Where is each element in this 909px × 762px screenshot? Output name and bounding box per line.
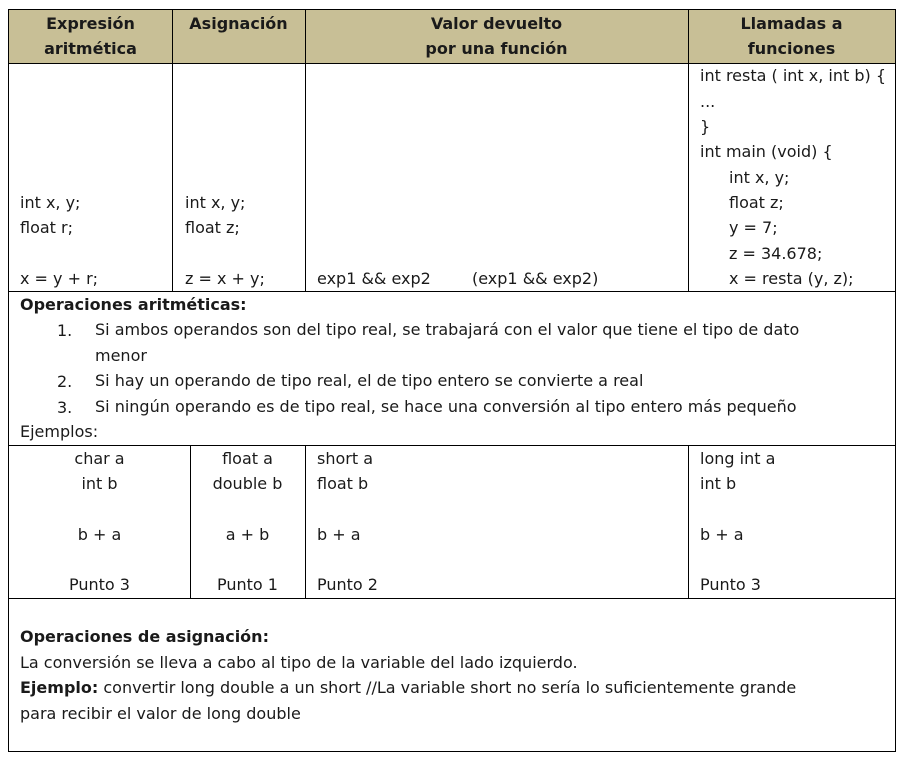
code-line: exp1 && exp2 bbox=[317, 269, 431, 288]
header-col3-line1: Valor devuelto bbox=[430, 14, 563, 33]
example-2-line3: a + b bbox=[225, 525, 270, 544]
vrule-ex-b bbox=[305, 445, 306, 598]
example-3-line2: float b bbox=[317, 474, 369, 493]
header-col2-line1: Asignación bbox=[189, 14, 288, 33]
code-line: z = x + y; bbox=[185, 269, 265, 288]
assign-line1: La conversión se lleva a cabo al tipo de la variable del lado izquierdo. bbox=[20, 653, 578, 672]
example-1-line2: int b bbox=[81, 474, 118, 493]
example-1-line3: b + a bbox=[77, 525, 122, 544]
assign-example-label: Ejemplo: bbox=[20, 678, 99, 697]
code-line: int x, y; bbox=[729, 168, 790, 187]
rule-below-row1 bbox=[9, 291, 895, 292]
header-asignacion bbox=[172, 10, 305, 63]
header-col1-line2: aritmética bbox=[44, 39, 137, 58]
code-line: int main (void) { bbox=[700, 142, 833, 161]
example-4-line1: long int a bbox=[700, 449, 776, 468]
header-col4-line2: funciones bbox=[747, 39, 836, 58]
example-2-line4: Punto 1 bbox=[217, 575, 278, 594]
code-line: x = y + r; bbox=[20, 269, 99, 288]
vrule-row1-c bbox=[688, 10, 689, 291]
example-4-line2: int b bbox=[700, 474, 737, 493]
arith-item-2-num: 2. bbox=[57, 372, 73, 391]
example-1-line4: Punto 3 bbox=[69, 575, 130, 594]
header-col1-line1: Expresión bbox=[46, 14, 135, 33]
code-line: ... bbox=[700, 92, 716, 111]
assign-example-line bbox=[20, 678, 796, 698]
example-4-line3: b + a bbox=[700, 525, 744, 544]
code-line: float z; bbox=[185, 218, 240, 237]
header-expresion-aritmetica bbox=[9, 10, 172, 63]
arith-item-3-line1: Si ningún operando es de tipo real, se hace una conversión al tipo entero más pequeño bbox=[95, 397, 797, 416]
header-col4-line1: Llamadas a bbox=[740, 14, 843, 33]
vrule-row1-b bbox=[305, 10, 306, 291]
assign-example-line2: para recibir el valor de long double bbox=[20, 704, 301, 723]
example-3-line1: short a bbox=[317, 449, 374, 468]
vrule-ex-c bbox=[688, 445, 689, 598]
arith-item-3-num: 3. bbox=[57, 398, 73, 417]
example-2-line1: float a bbox=[222, 449, 273, 468]
header-llamadas-funciones bbox=[688, 10, 895, 63]
code-line: y = 7; bbox=[729, 218, 778, 237]
example-2-line2: double b bbox=[212, 474, 283, 493]
code-line: } bbox=[700, 117, 711, 136]
arith-title: Operaciones aritméticas: bbox=[20, 295, 247, 314]
code-line: int resta ( int x, int b) { bbox=[700, 66, 887, 85]
code-line: x = resta (y, z); bbox=[729, 269, 854, 288]
arith-item-1-num: 1. bbox=[57, 321, 73, 340]
code-line: float z; bbox=[729, 193, 784, 212]
code-line: float r; bbox=[20, 218, 73, 237]
assign-title: Operaciones de asignación: bbox=[20, 627, 269, 646]
example-3-line4: Punto 2 bbox=[317, 575, 378, 594]
rule-below-header bbox=[9, 63, 895, 64]
arith-item-1-line1: Si ambos operandos son del tipo real, se trabajará con el valor que tiene el tipo de dato bbox=[95, 320, 800, 339]
code-line: (exp1 && exp2) bbox=[472, 269, 599, 288]
document-table bbox=[8, 9, 896, 752]
arith-item-2-line1: Si hay un operando de tipo real, el de tipo entero se convierte a real bbox=[95, 371, 644, 390]
vrule-row1-a bbox=[172, 10, 173, 291]
code-line: int x, y; bbox=[185, 193, 246, 212]
example-1-line1: char a bbox=[74, 449, 125, 468]
examples-label: Ejemplos: bbox=[20, 422, 99, 441]
arith-item-1-line2: menor bbox=[95, 346, 147, 365]
header-valor-devuelto bbox=[305, 10, 688, 63]
rule-below-examples bbox=[9, 598, 895, 599]
rule-above-examples bbox=[9, 445, 895, 446]
code-line: z = 34.678; bbox=[729, 244, 823, 263]
example-3-line3: b + a bbox=[317, 525, 361, 544]
example-4-line4: Punto 3 bbox=[700, 575, 761, 594]
assign-example-text: convertir long double a un short //La variable short no sería lo suficientemente grande bbox=[98, 678, 797, 697]
header-col3-line2: por una función bbox=[425, 39, 568, 58]
code-line: int x, y; bbox=[20, 193, 81, 212]
